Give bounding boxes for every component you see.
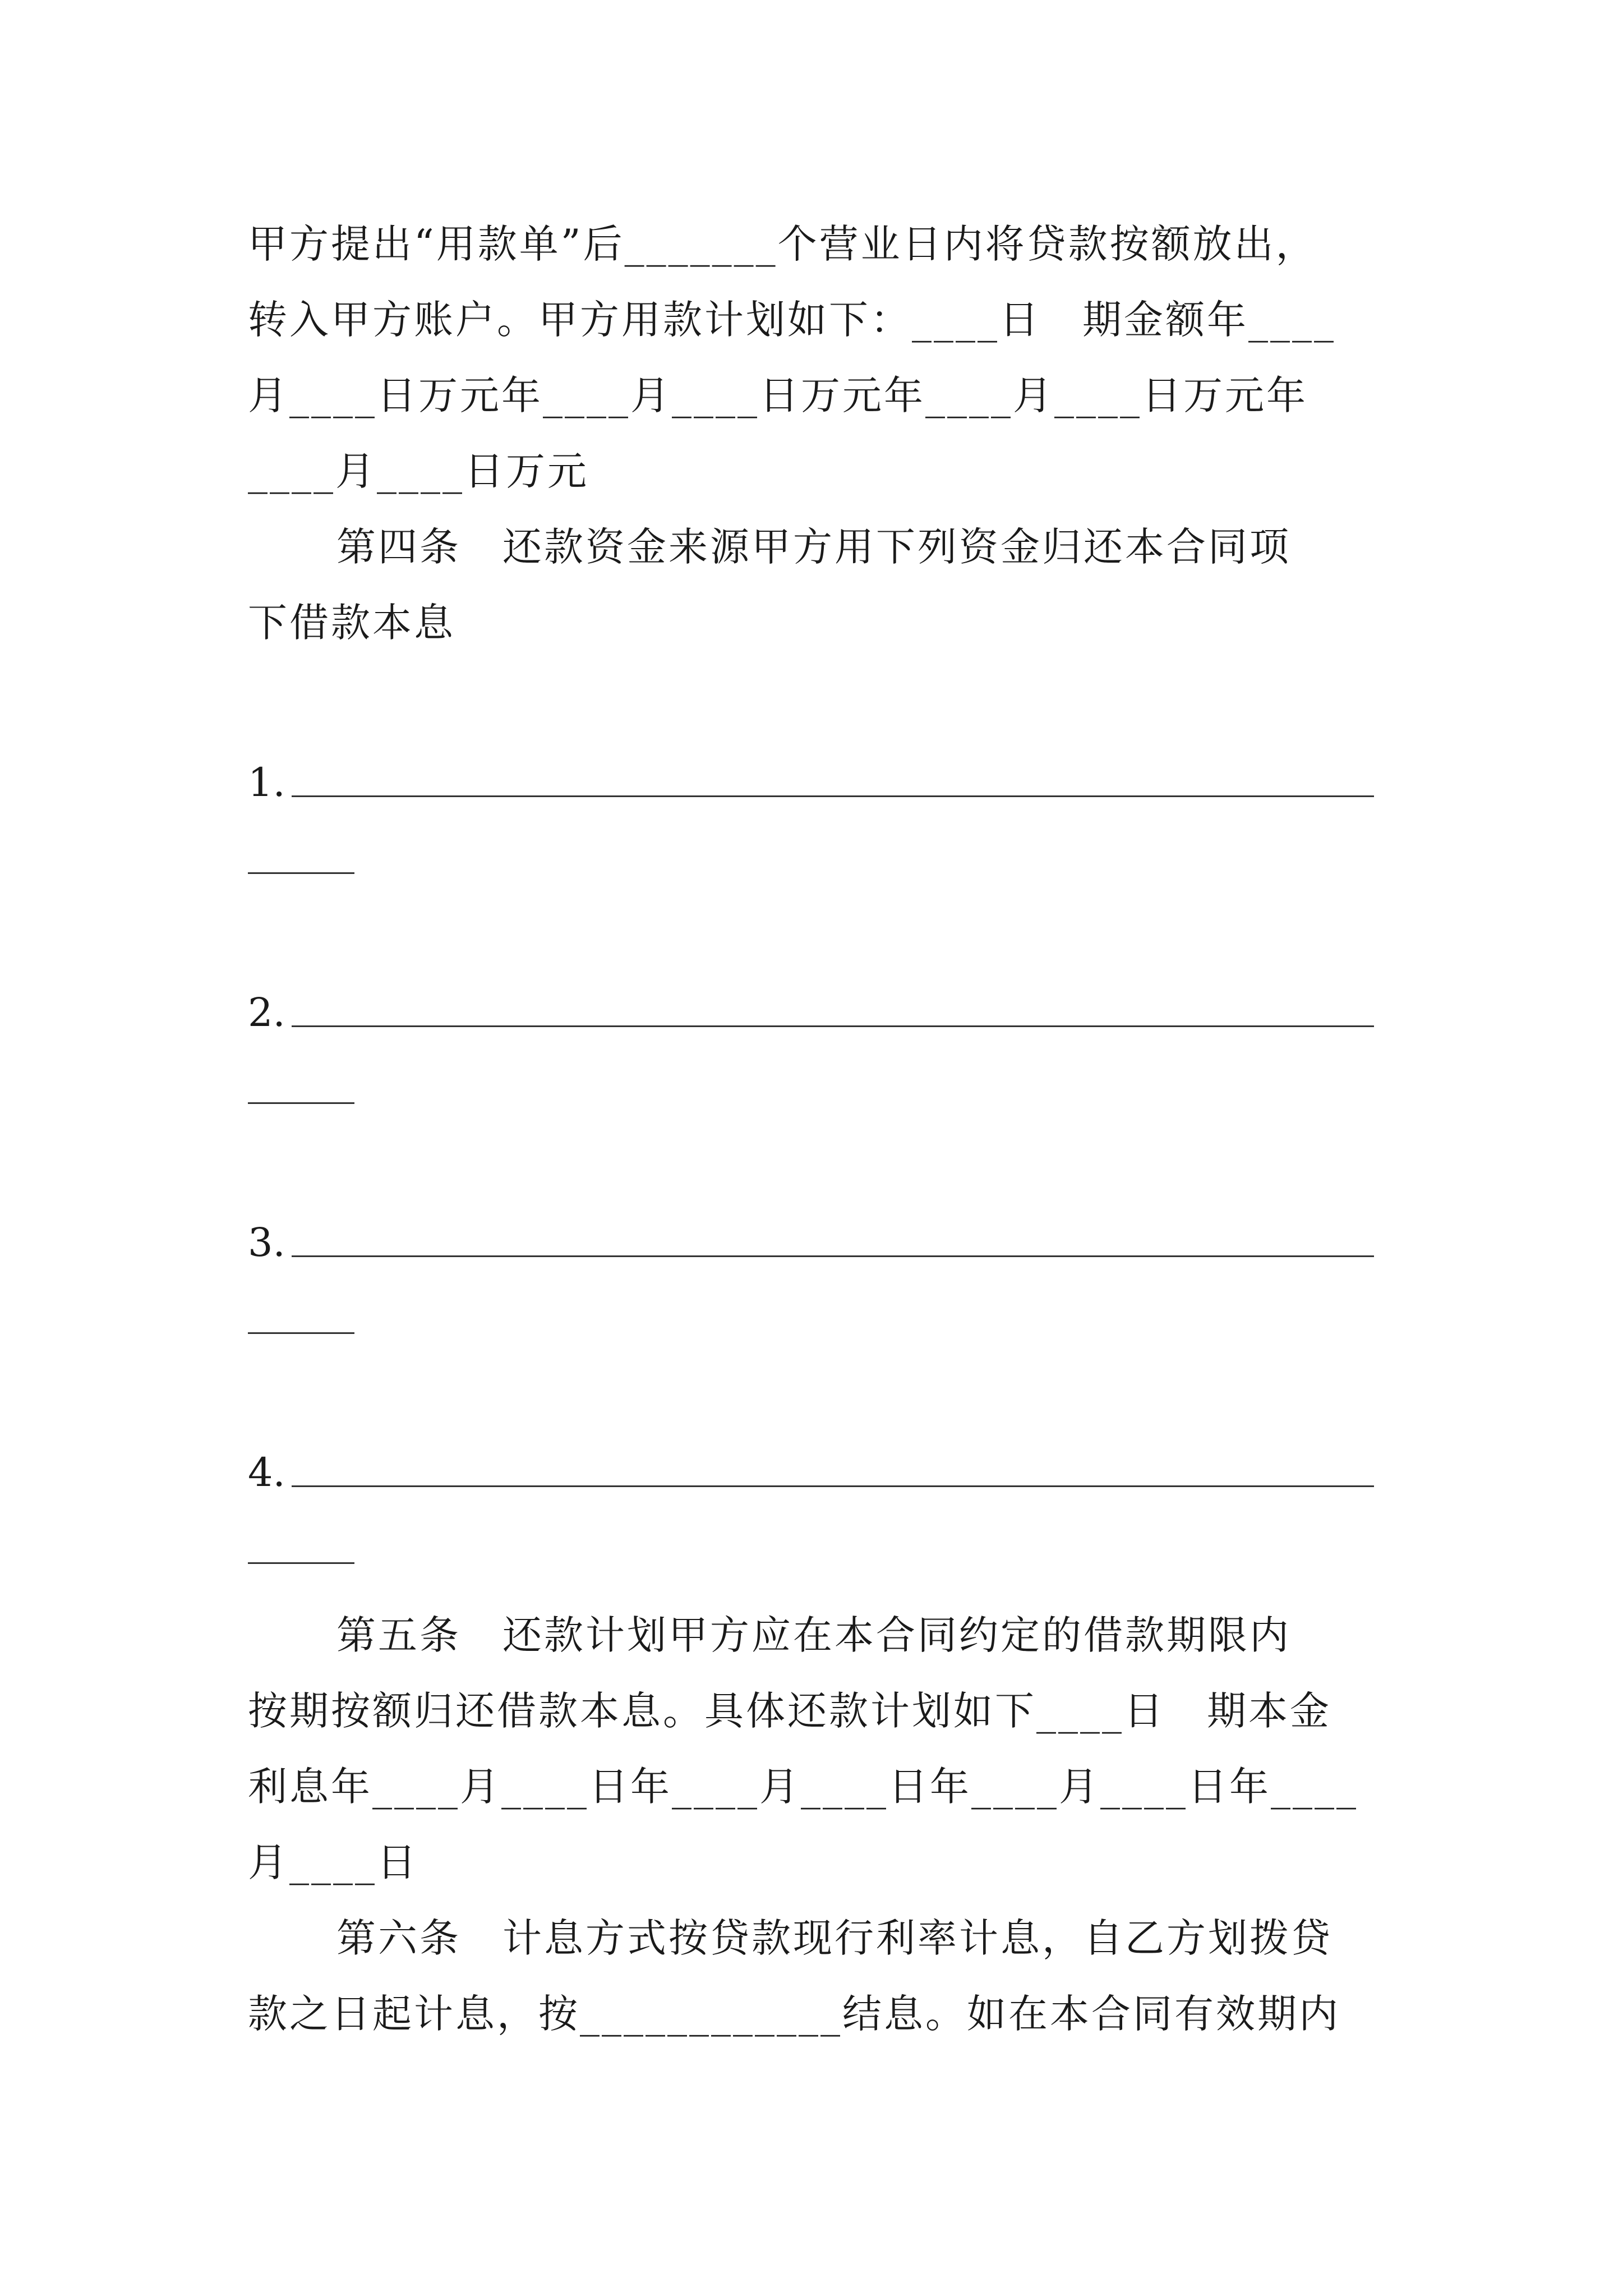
paragraph-line: 利息年____月____日年____月____日年____月____日年____ <box>248 1764 1358 1810</box>
paragraph-line: 下借款本息 <box>248 600 455 646</box>
list-item-number: 4. <box>248 1450 285 1496</box>
paragraph-line: 月____日 <box>248 1839 418 1885</box>
fill-in-line[interactable] <box>248 872 354 874</box>
article-6-heading: 第六条 计息方式按贷款现行利率计息，自乙方划拨贷 <box>336 1915 1332 1961</box>
paragraph-line: 款之日起计息，按____________结息。如在本合同有效期内 <box>248 1991 1340 2037</box>
paragraph-line: 按期按额归还借款本息。具体还款计划如下____日 期本金 <box>248 1688 1331 1734</box>
fill-in-line[interactable] <box>292 1255 1374 1257</box>
paragraph-line: 月____日万元年____月____日万元年____月____日万元年 <box>248 372 1308 418</box>
fill-in-line[interactable] <box>292 1025 1374 1027</box>
fill-in-line[interactable] <box>248 1332 354 1334</box>
fill-in-line[interactable] <box>292 795 1374 797</box>
list-item-number: 2. <box>248 990 285 1036</box>
fill-in-line[interactable] <box>292 1485 1374 1487</box>
list-item-number: 3. <box>248 1220 285 1266</box>
paragraph-line: ____月____日万元 <box>248 448 589 494</box>
paragraph-line: 甲方提出“用款单”后_______个营业日内将贷款按额放出， <box>248 221 1317 267</box>
fill-in-line[interactable] <box>248 1102 354 1104</box>
article-5-heading: 第五条 还款计划甲方应在本合同约定的借款期限内 <box>336 1612 1291 1658</box>
article-4-heading: 第四条 还款资金来源甲方用下列资金归还本合同项 <box>336 524 1291 570</box>
fill-in-line[interactable] <box>248 1562 354 1564</box>
list-item-number: 1. <box>248 760 285 806</box>
paragraph-line: 转入甲方账户。甲方用款计划如下：____日 期金额年____ <box>248 297 1336 343</box>
